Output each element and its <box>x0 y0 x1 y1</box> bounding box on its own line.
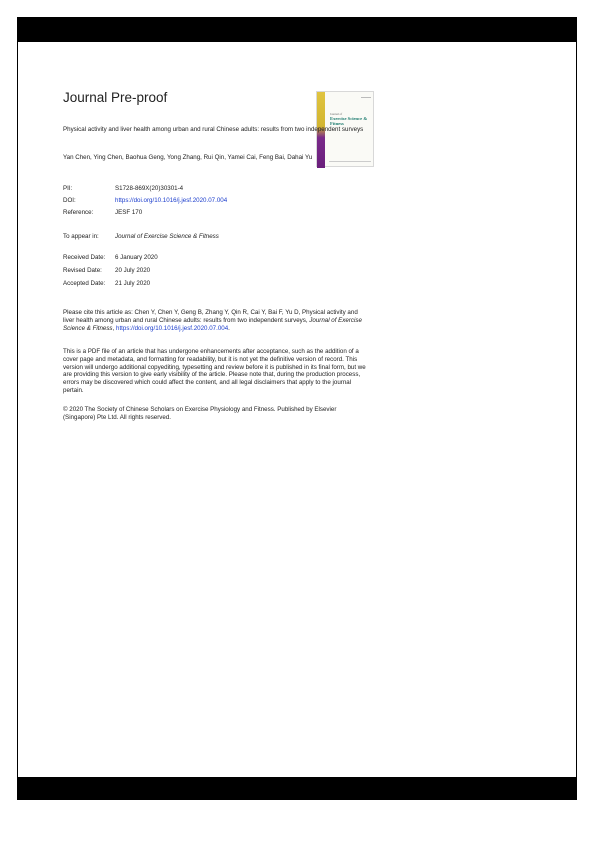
meta-value: 20 July 2020 <box>115 267 151 274</box>
meta-label: To appear in: <box>63 233 99 240</box>
page-title: Journal Pre-proof <box>63 90 168 105</box>
article-title: Physical activity and liver health among urban and rural Chinese adults: results from two independent surveys <box>63 126 364 133</box>
notice-paragraph: This is a PDF file of an article that has undergone enhancements after acceptance, such as the addition of a cover page and metadata, and formatting for readability, but it is not yet the definitive version of record. This version will undergo additional copyediting, typesetting and review before it is published in its final form, but we are providing this version to give early visibility of the article. Please note that, during the production process, errors may be discovered which could affect the content, and all legal disclaimers that apply to the journal pertain. <box>63 348 366 394</box>
article-authors: Yan Chen, Ying Chen, Baohua Geng, Yong Zhang, Rui Qin, Yamei Cai, Feng Bai, Dahai Yu <box>63 154 313 161</box>
cover-footer-line <box>329 161 371 162</box>
meta-label: Accepted Date: <box>63 280 106 287</box>
meta-label: Revised Date: <box>63 267 102 274</box>
meta-value: S1728-869X(20)30301-4 <box>115 185 184 192</box>
cover-journal-name: Exercise Science & Fitness <box>330 116 368 127</box>
meta-value: Journal of Exercise Science & Fitness <box>115 233 219 240</box>
citation-end: . <box>228 324 230 332</box>
citation-journal: Journal of Exercise Science & Fitness <box>63 316 362 332</box>
meta-value: 21 July 2020 <box>115 280 151 287</box>
citation-doi-link[interactable]: https://doi.org/10.1016/j.jesf.2020.07.004 <box>116 324 229 332</box>
meta-label: PII: <box>63 185 73 192</box>
citation-lead: Please cite this article as: Chen Y, Chen Y, Geng B, Zhang Y, Qin R, Cai Y, Bai F, Yu D, Physical activity and liver health among urban and rural Chinese adults: results from two independent surveys, <box>63 309 358 324</box>
meta-label: Received Date: <box>63 254 106 261</box>
meta-value: 6 January 2020 <box>115 254 158 261</box>
doi-link[interactable]: https://doi.org/10.1016/j.jesf.2020.07.004 <box>115 197 228 204</box>
meta-label: Reference: <box>63 209 94 216</box>
top-black-band <box>17 17 577 42</box>
cover-top-mark <box>361 97 371 98</box>
citation-paragraph <box>63 309 368 332</box>
meta-label: DOI: <box>63 197 76 204</box>
citation-separator: , <box>112 324 115 332</box>
copyright-paragraph: © 2020 The Society of Chinese Scholars on Exercise Physiology and Fitness. Published by Elsevier (Singapore) Pte Ltd. All rights reserved. <box>63 406 337 421</box>
meta-value: JESF 170 <box>115 209 143 216</box>
bottom-black-band <box>17 777 577 800</box>
cover-journal-prefix: Journal of <box>330 112 343 116</box>
